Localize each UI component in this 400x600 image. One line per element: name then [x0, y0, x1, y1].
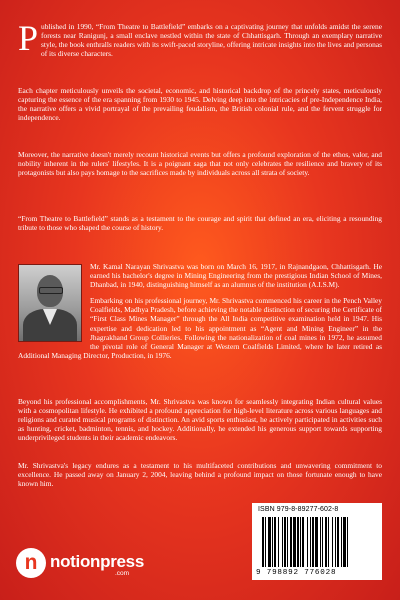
- synopsis-paragraph-1: [18, 18, 382, 59]
- author-bio-paragraph-1: Mr. Kamal Narayan Shrivastva was born on March 16, 1917, in Rajnandgaon, Chhattisgarh. He earned his bachelor's degree in Mining Engineering from the prestigious Indian School of Mines, Dhanbad, in 1940, distinguishing himself as an alumnus of the institution (A.I.S.M).: [90, 262, 382, 290]
- publisher-logo: [16, 548, 146, 580]
- synopsis-paragraph-2: Each chapter meticulously unveils the societal, economic, and historical backdrop of the princely states, meticulously capturing the essence of the era spanning from 1930 to 1945. Delving deep into the intricacies of pre-Independence India, the narrative offers a vivid portrayal of the prevailing feudalism, the British colonial rule, and the fervent struggle for independence.: [18, 86, 382, 123]
- synopsis-paragraph-1-text: ublished in 1990, “From Theatre to Battlefield” embarks on a captivating journey that unfolds amidst the serene forests near Ranigunj, a small enclave nestled within the state of Chhattisgarh. Through an exemplary narrative style, the book enthralls readers with its swift-paced storyline, offering intricate insights into the lives and personas of its diverse characters.: [41, 22, 382, 59]
- isbn-label: ISBN 979-8-89277-602-8: [258, 506, 339, 513]
- publisher-name: notionpress: [50, 552, 144, 571]
- author-bio-paragraph-2: Embarking on his professional journey, Mr. Shrivastva commenced his career in the Pench Valley Coalfields, Madhya Pradesh, before achieving the notable distinction of securing the Certificate of “First Class Mines Manager” through the All India competitive examination held in 1947. His expertise and dedication led to his appointment as “Agent and Mining Engineer” in the Jhagrakhand Group Collieries. Following the nationalization of coal mines in 1972, he assumed the pivotal role of General Manager at Western Coalfields Limited, where he later retired as Additional Managing Director, Production, in 1976.: [18, 296, 382, 360]
- author-bio-paragraph-4: Mr. Shrivastva's legacy endures as a testament to his multifaceted contributions and unwavering commitment to excellence. He passed away on January 2, 2004, leaving behind a profound impact on those fortunate enough to have known him.: [18, 461, 382, 489]
- author-bio-section: [18, 262, 382, 367]
- barcode-number: 9 798892 776028: [256, 569, 337, 577]
- barcode-box: [252, 503, 382, 580]
- synopsis-paragraph-3: Moreover, the narrative doesn't merely recount historical events but offers a profound exploration of the ethos, valor, and nobility inherent in the rulers' lifestyles. It is a poignant saga that not only celebrates the resilience and bravery of its protagonists but also pays homage to the sacrifices made by individuals across all strata of society.: [18, 150, 382, 178]
- author-bio-paragraph-3: Beyond his professional accomplishments, Mr. Shrivastva was known for seamlessly integrating Indian cultural values with a cosmopolitan lifestyle. He exhibited a profound appreciation for high-level literature across various languages and religions and curated musical programs of distinction. An avid sports enthusiast, he actively participated in activities such as hunting, cricket, badminton, tennis, and hockey. Additionally, he extended his generous support towards supporting underprivileged students in their academic endeavors.: [18, 397, 382, 443]
- synopsis-paragraph-4: “From Theatre to Battlefield” stands as a testament to the courage and spirit that defined an era, eliciting a resounding tribute to those who shaped the course of history.: [18, 214, 382, 233]
- drop-cap: P: [18, 18, 39, 58]
- author-photo: [18, 264, 82, 342]
- logo-letter: n: [24, 551, 38, 574]
- publisher-domain-suffix: .com: [115, 570, 130, 577]
- barcode-icon: [262, 517, 374, 567]
